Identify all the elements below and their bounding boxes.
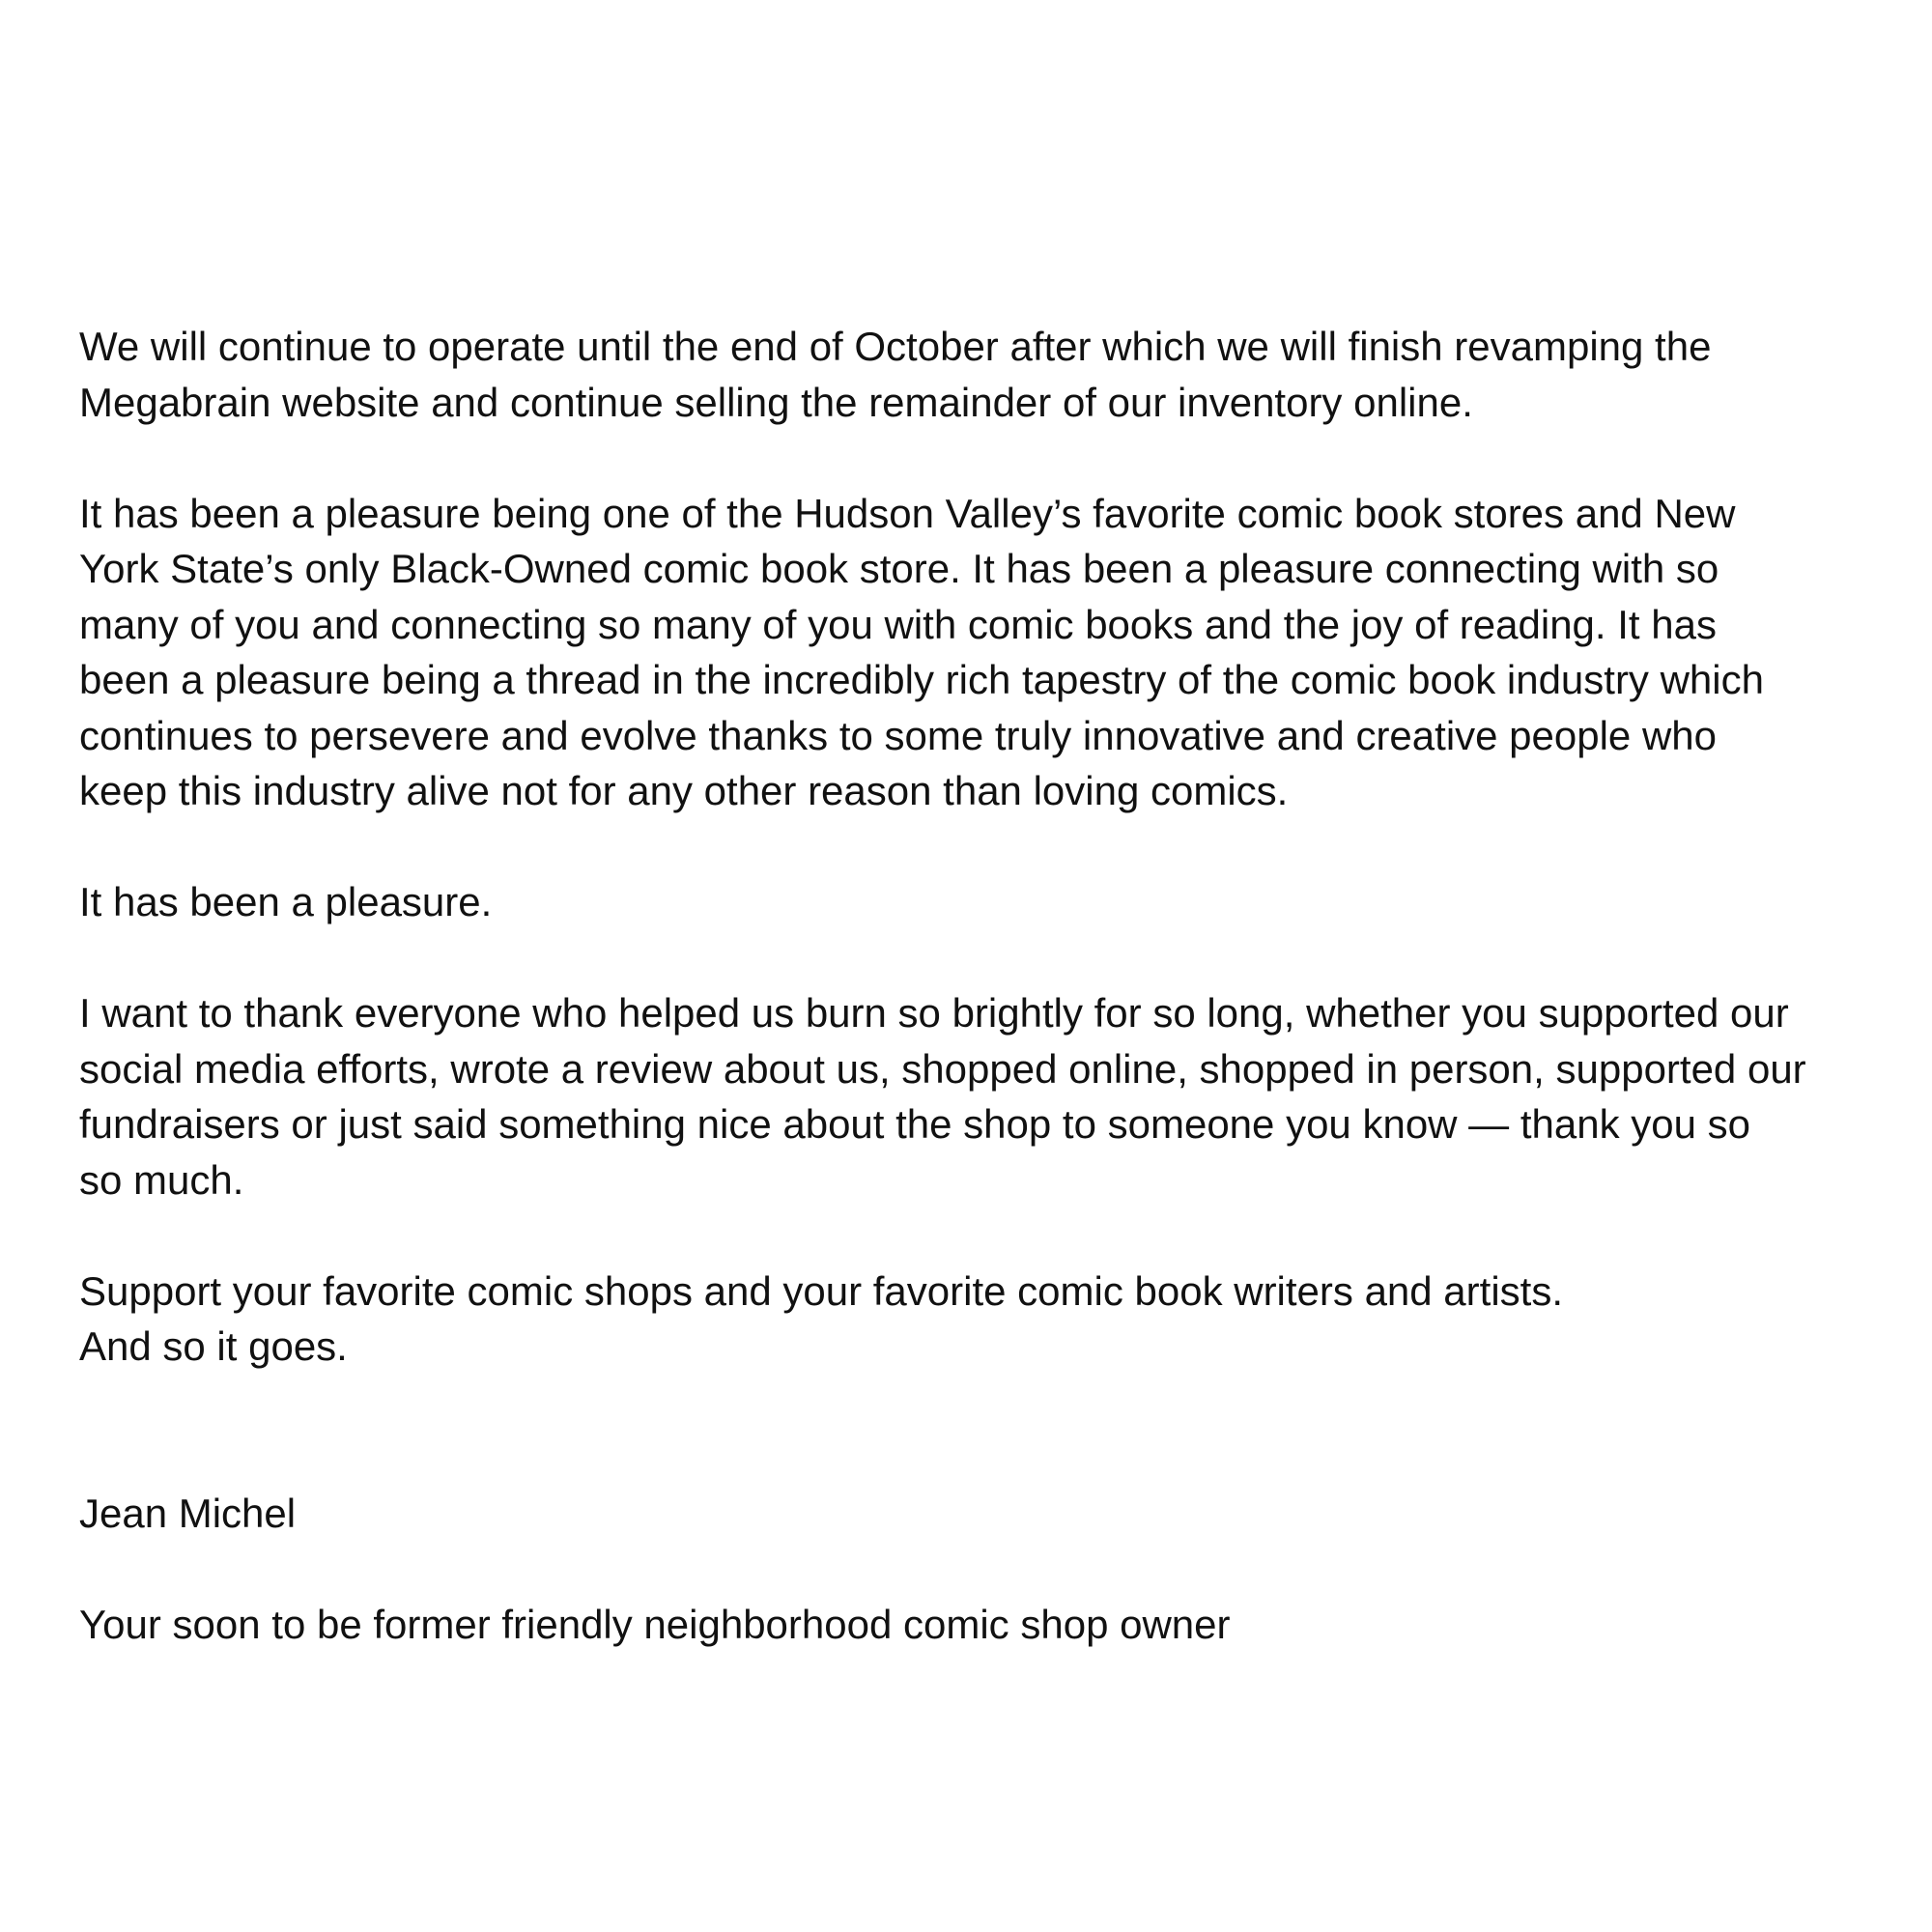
paragraph-pleasure: It has been a pleasure being one of the Hudson Valley’s favorite comic book stores and New York State’s only Black-Owned comic book store. It has been a pleasure connecting with so many of you and connecting so many of you with comic books and the joy of reading. It has been a pleasure being a thread in the incredibly rich tapestry of the comic book industry which continues to persevere and evolve thanks to some truly innovative and creative people who keep this industry alive not for any other reason than loving comics. (79, 490, 1764, 813)
paragraph-closing-notice: We will continue to operate until the end of October after which we will finish revamping the Megabrain website and continue selling the remainder of our inventory online. (79, 324, 1712, 425)
paragraph-support: Support your favorite comic shops and your favorite comic book writers and artists. And so it goes. (79, 1267, 1563, 1369)
letter-body (79, 319, 1895, 1708)
signature-block (79, 1430, 1895, 1708)
signature-name: Jean Michel (79, 1490, 297, 1536)
signature-title: Your soon to be former friendly neighborhood comic shop owner (79, 1601, 1231, 1647)
paragraph-thanks: I want to thank everyone who helped us burn so brightly for so long, whether you supported our social media efforts, wrote a review about us, shopped online, shopped in person, supported our fundraisers or just said something nice about the shop to someone you know — thank you so so much. (79, 990, 1806, 1203)
paragraph-short-pleasure: It has been a pleasure. (79, 879, 493, 924)
